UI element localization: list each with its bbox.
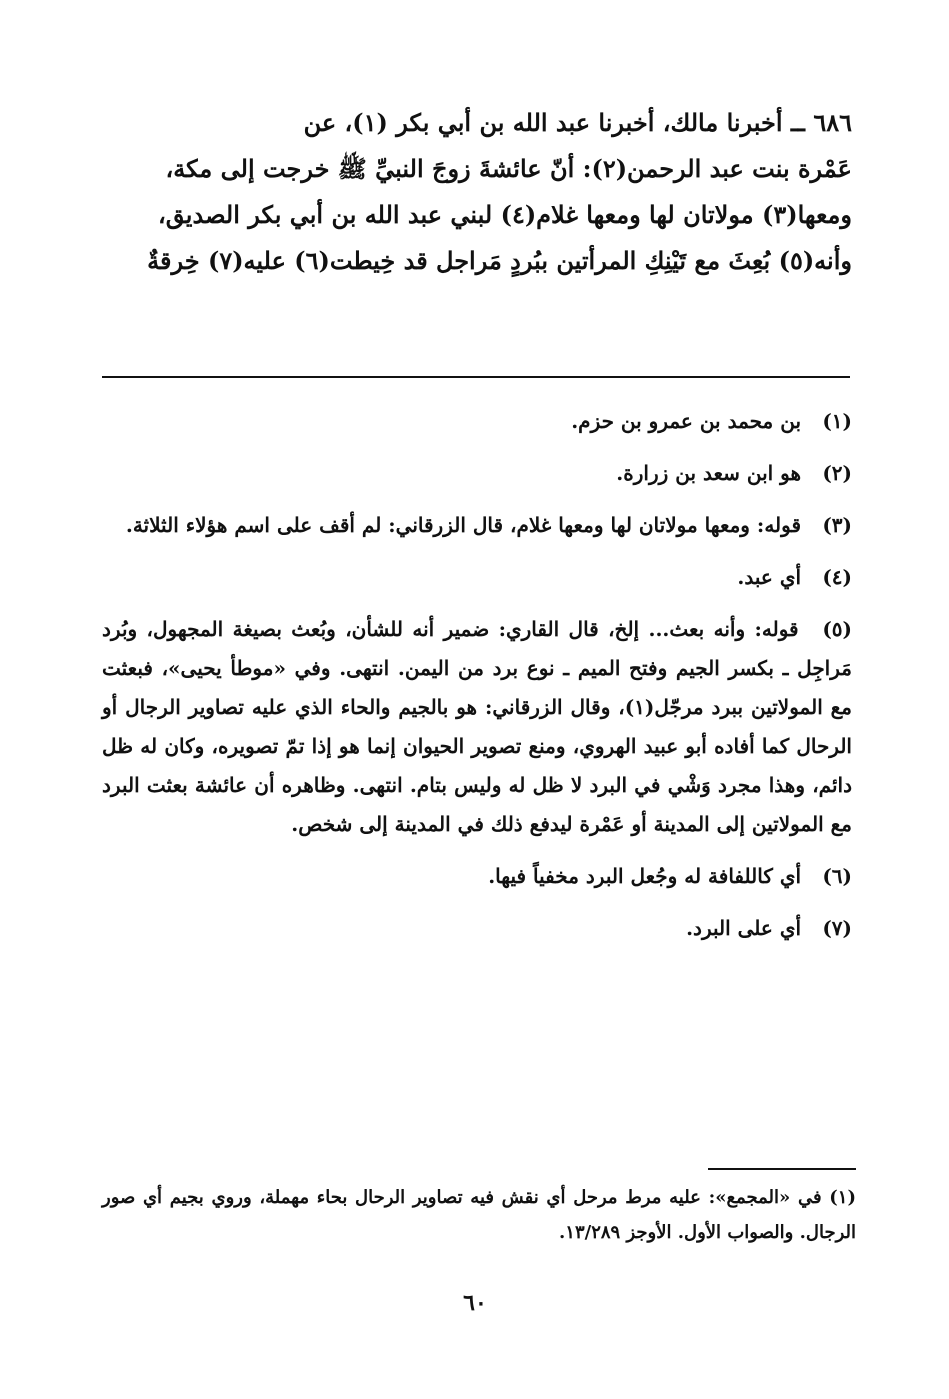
footnote-number: (٧) <box>822 916 852 940</box>
footnote-number: (٤) <box>822 565 852 589</box>
subnote-separator-line <box>708 1168 856 1170</box>
footnote-6 <box>102 857 852 896</box>
footnote-text: قوله: وأنه بعث... إلخ، قال القاري: ضمير أنه للشأن، وبُعث بصيغة المجهول، وبُرد مَراجِل ـ بكسر الجيم وفتح الميم ـ نوع برد من اليمن. انتهى. وفي «موطأ يحيى»، فبعثت مع المولاتين ببرد مرجّل(١)، وقال الزرقاني: هو بالجيم والحاء الذي عليه تصاوير الرجال أو الرحال كما أفاده أبو عبيد الهروي، ومنع تصوير الحيوان إنما هو إذا تمّ تصويره، وكان له ظل دائم، وهذا مجرد وَشْي في البرد لا ظل له وليس بتام. انتهى. وظاهره أن عائشة بعثت البرد مع المولاتين إلى المدينة أو عَمْرة ليدفع ذلك في المدينة إلى شخص. <box>102 617 852 836</box>
footnote-number: (٣) <box>822 513 852 537</box>
footnote-7 <box>102 909 852 948</box>
subnote-number: (١) <box>829 1187 856 1208</box>
footnote-separator-line <box>102 376 850 378</box>
footnote-number: (٦) <box>822 864 852 888</box>
footnote-text: أي كاللفافة له وجُعل البرد مخفياً فيها. <box>488 864 802 888</box>
main-text-line: عَمْرة بنت عبد الرحمن(٢): أنّ عائشةَ زوجَ النبيِّ ﷺ خرجت إلى مكة، <box>165 154 852 183</box>
page-number: ٦٠ <box>463 1290 487 1316</box>
footnote-3 <box>102 506 852 545</box>
subnote-text: في «المجمع»: عليه مرط مرحل أي نقش فيه تصاوير الرحال بحاء مهملة، وروي بجيم أي صور الرجال. والصواب الأول. الأوجز ١٣/٢٨٩. <box>102 1187 856 1243</box>
footnote-2 <box>102 454 852 493</box>
main-text-line: وأنه(٥) بُعِثَ مع تَيْنِكِ المرأتين ببُردٍ مَراجل قد خِيطت(٦) عليه(٧) خِرقةٌ <box>147 246 852 275</box>
footnote-text: أي على البرد. <box>686 916 802 940</box>
main-text-line: ومعها(٣) مولاتان لها ومعها غلام(٤) لبني عبد الله بن أبي بكر الصديق، <box>158 200 852 229</box>
footnote-number: (١) <box>822 409 852 433</box>
sub-footnote <box>102 1180 856 1250</box>
footnote-1 <box>102 402 852 441</box>
footnote-text: بن محمد بن عمرو بن حزم. <box>571 409 802 433</box>
footnote-number: (٢) <box>822 461 852 485</box>
footnote-text: أي عبد. <box>737 565 802 589</box>
footnote-5 <box>102 610 852 844</box>
footnote-number: (٥) <box>822 617 852 641</box>
footnotes-block <box>102 402 852 961</box>
main-text-line: ٦٨٦ ــ أخبرنا مالك، أخبرنا عبد الله بن أبي بكر (١)، عن <box>303 108 852 137</box>
footnote-text: قوله: ومعها مولاتان لها ومعها غلام، قال الزرقاني: لم أقف على اسم هؤلاء الثلاثة. <box>125 513 802 537</box>
footnote-4 <box>102 558 852 597</box>
footnote-text: هو ابن سعد بن زرارة. <box>616 461 802 485</box>
main-text-block <box>100 100 852 284</box>
